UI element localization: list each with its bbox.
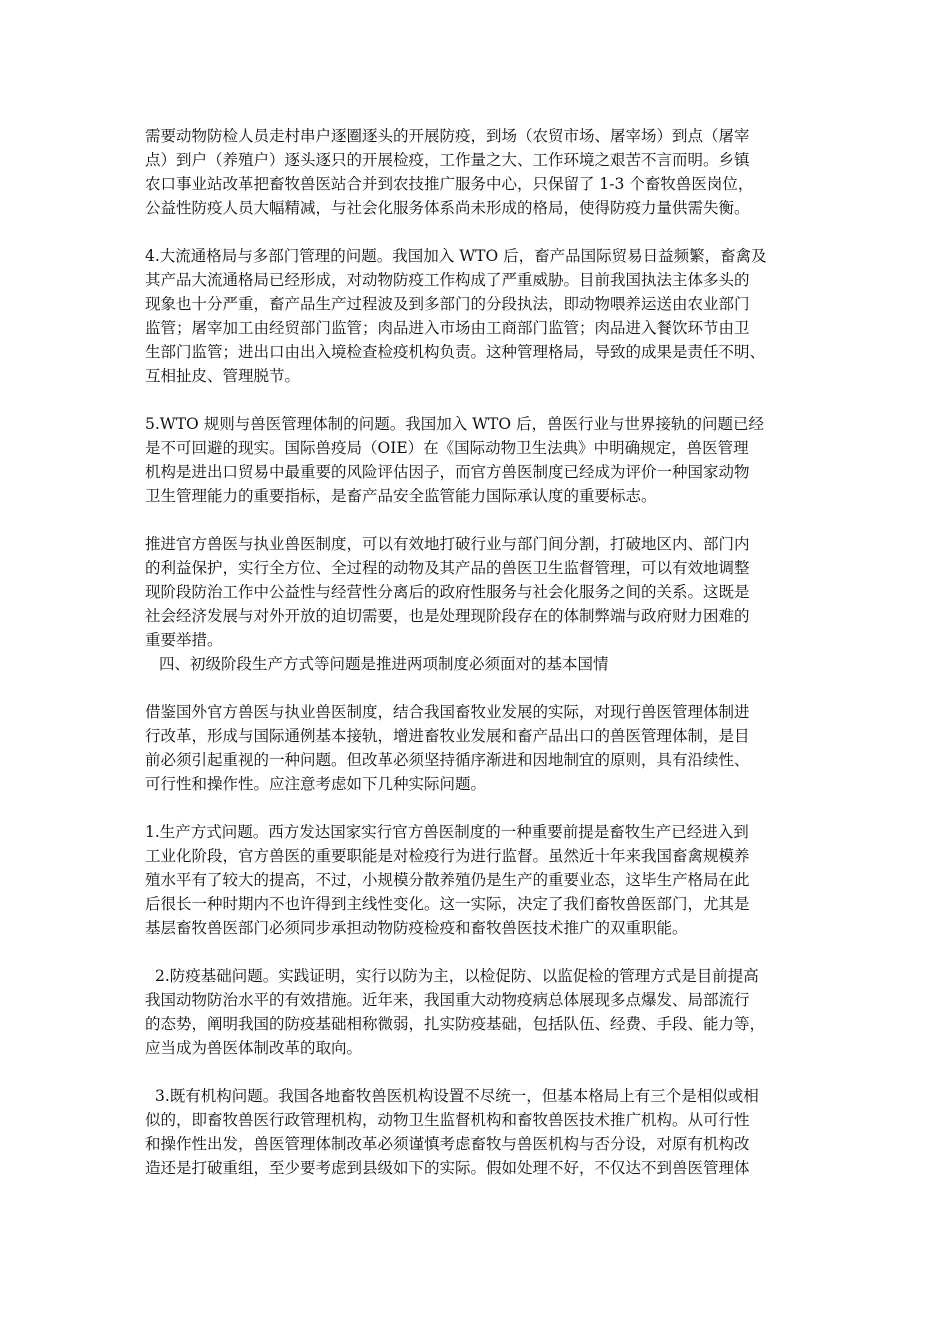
text-line: 行改革，形成与国际通例基本接轨，增进畜牧业发展和畜产品出口的兽医管理体制，是目 <box>145 727 750 745</box>
paragraph-8 <box>145 1084 823 1180</box>
heading-text: 四、初级阶段生产方式等问题是推进两项制度必须面对的基本国情 <box>159 655 609 673</box>
text-line: 后很长一种时期内不也许得到主线性变化。这一实际，决定了我们畜牧兽医部门，尤其是 <box>145 895 750 913</box>
text-line: 2.防疫基础问题。实践证明，实行以防为主，以检促防、以监促检的管理方式是目前提高 <box>155 967 759 985</box>
text-line: 可行性和操作性。应注意考虑如下几种实际问题。 <box>145 775 487 793</box>
text-line: 卫生管理能力的重要指标，是畜产品安全监管能力国际承认度的重要标志。 <box>145 487 657 505</box>
text-line: 基层畜牧兽医部门必须同步承担动物防疫检疫和畜牧兽医技术推广的双重职能。 <box>145 919 688 937</box>
paragraph-6 <box>145 820 823 940</box>
text-line: 互相扯皮、管理脱节。 <box>145 367 301 385</box>
text-line: 公益性防疫人员大幅精减，与社会化服务体系尚未形成的格局，使得防疫力量供需失衡。 <box>145 199 750 217</box>
paragraph-3 <box>145 412 823 508</box>
text-line: 推进官方兽医与执业兽医制度，可以有效地打破行业与部门间分割，打破地区内、部门内 <box>145 535 750 553</box>
paragraph-4 <box>145 532 823 652</box>
text-line: 现象也十分严重，畜产品生产过程波及到多部门的分段执法，即动物喂养运送由农业部门 <box>145 295 750 313</box>
text-line: 和操作性出发，兽医管理体制改革必须谨慎考虑畜牧与兽医机构与否分设，对原有机构改 <box>145 1135 750 1153</box>
text-line: 监管；屠宰加工由经贸部门监管；肉品进入市场由工商部门监管；肉品进入餐饮环节由卫 <box>145 319 750 337</box>
paragraph-1 <box>145 124 823 220</box>
text-line: 生部门监管；进出口由出入境检查检疫机构负责。这种管理格局，导致的成果是责任不明、 <box>145 343 766 361</box>
text-line: 点）到户（养殖户）逐头逐只的开展检疫，工作量之大、工作环境之艰苦不言而明。乡镇 <box>145 151 750 169</box>
text-line: 殖水平有了较大的提高，不过，小规模分散养殖仍是生产的重要业态，这毕生产格局在此 <box>145 871 750 889</box>
text-line: 社会经济发展与对外开放的迫切需要，也是处理现阶段存在的体制弊端与政府财力困难的 <box>145 607 750 625</box>
text-line: 工业化阶段，官方兽医的重要职能是对检疫行为进行监督。虽然近十年来我国畜禽规模养 <box>145 847 750 865</box>
text-line: 5.WTO 规则与兽医管理体制的问题。我国加入 WTO 后，兽医行业与世界接轨的问题已经 <box>145 415 765 433</box>
text-line: 需要动物防检人员走村串户逐圈逐头的开展防疫，到场（农贸市场、屠宰场）到点（屠宰 <box>145 127 750 145</box>
paragraph-5 <box>145 700 823 796</box>
text-line: 1.生产方式问题。西方发达国家实行官方兽医制度的一种重要前提是畜牧生产已经进入到 <box>145 823 749 841</box>
text-line: 似的，即畜牧兽医行政管理机构，动物卫生监督机构和畜牧兽医技术推广机构。从可行性 <box>145 1111 750 1129</box>
text-line: 应当成为兽医体制改革的取向。 <box>145 1039 363 1057</box>
document-body <box>145 124 823 1180</box>
text-line: 造还是打破重组，至少要考虑到县级如下的实际。假如处理不好，不仅达不到兽医管理体 <box>145 1159 750 1177</box>
text-line: 是不可回避的现实。国际兽疫局（OIE）在《国际动物卫生法典》中明确规定，兽医管理 <box>145 439 749 457</box>
text-line: 机构是进出口贸易中最重要的风险评估因子，而官方兽医制度已经成为评价一种国家动物 <box>145 463 750 481</box>
text-line: 前必须引起重视的一种问题。但改革必须坚持循序渐进和因地制宜的原则，具有沿续性、 <box>145 751 750 769</box>
text-line: 重要举措。 <box>145 631 223 649</box>
section-heading-4 <box>145 652 823 676</box>
text-line: 借鉴国外官方兽医与执业兽医制度，结合我国畜牧业发展的实际，对现行兽医管理体制进 <box>145 703 750 721</box>
text-line: 的态势，阐明我国的防疫基础相称微弱，扎实防疫基础，包括队伍、经费、手段、能力等， <box>145 1015 766 1033</box>
text-line: 4.大流通格局与多部门管理的问题。我国加入 WTO 后，畜产品国际贸易日益频繁，畜禽及 <box>145 247 767 265</box>
paragraph-7 <box>145 964 823 1060</box>
text-line: 农口事业站改革把畜牧兽医站合并到农技推广服务中心，只保留了 1-3 个畜牧兽医岗位， <box>145 175 754 193</box>
text-line: 3.既有机构问题。我国各地畜牧兽医机构设置不尽统一，但基本格局上有三个是相似或相 <box>155 1087 759 1105</box>
paragraph-2 <box>145 244 823 388</box>
text-line: 现阶段防治工作中公益性与经营性分离后的政府性服务与社会化服务之间的关系。这既是 <box>145 583 750 601</box>
text-line: 我国动物防治水平的有效措施。近年来，我国重大动物疫病总体展现多点爆发、局部流行 <box>145 991 750 1009</box>
text-line: 的利益保护，实行全方位、全过程的动物及其产品的兽医卫生监督管理，可以有效地调整 <box>145 559 750 577</box>
text-line: 其产品大流通格局已经形成，对动物防疫工作构成了严重威胁。目前我国执法主体多头的 <box>145 271 750 289</box>
